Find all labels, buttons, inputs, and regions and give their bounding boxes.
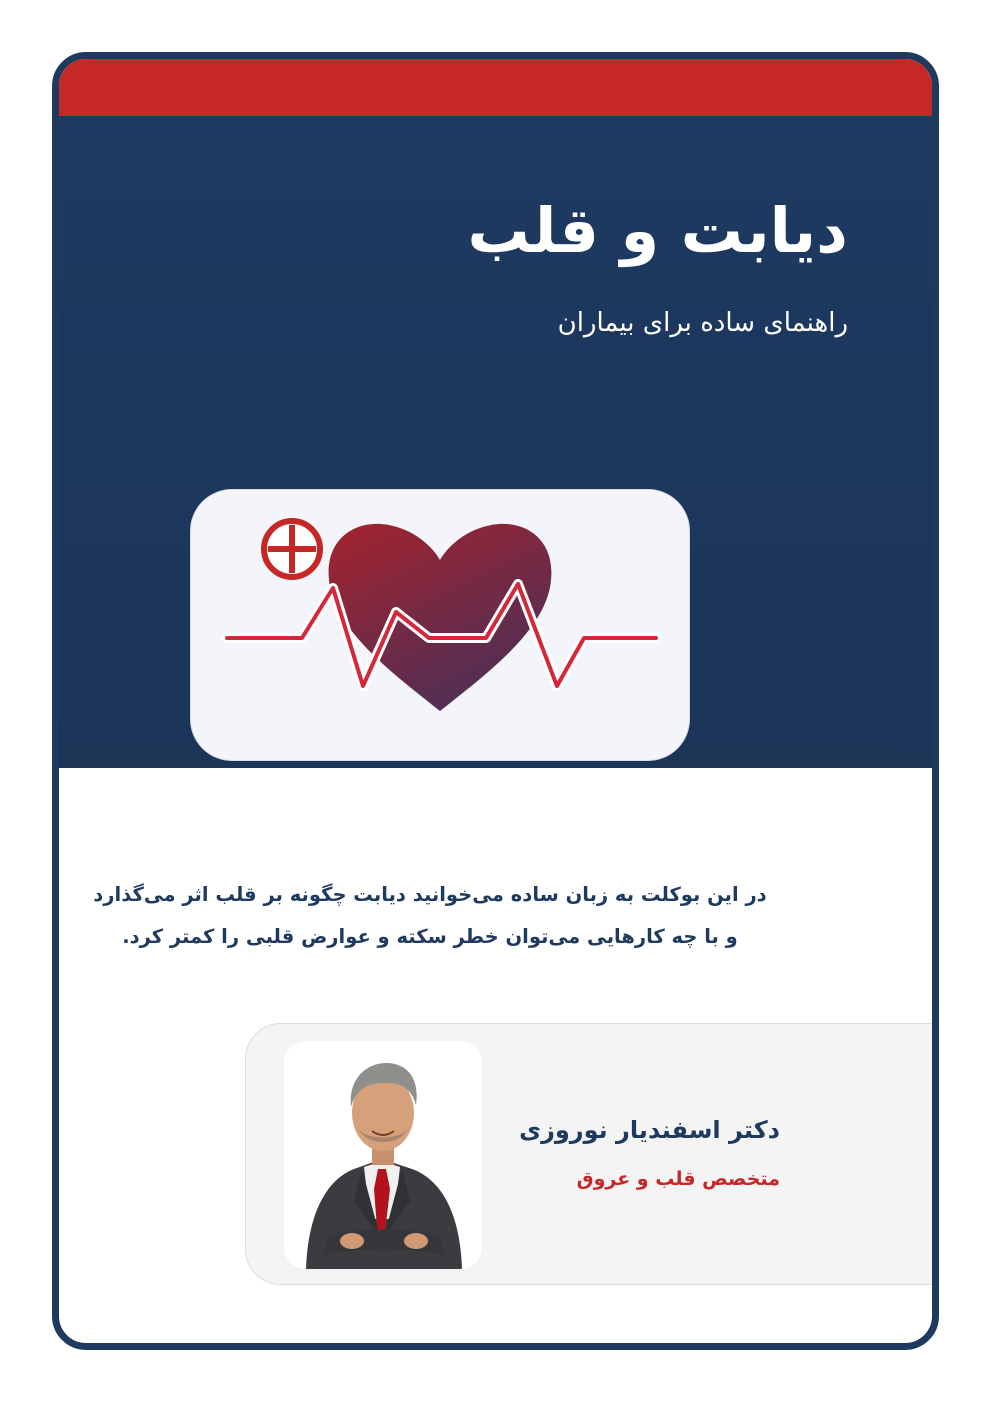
author-card <box>245 1023 939 1285</box>
cover-title: دیابت و قلب <box>467 194 848 267</box>
doctor-name: دکتر اسفندیار نوروزی <box>519 1116 780 1144</box>
doctor-photo <box>284 1041 482 1269</box>
doctor-portrait <box>284 1041 482 1269</box>
doctor-specialty: متخصص قلب و عروق <box>576 1168 780 1190</box>
booklet-cover <box>52 52 939 1350</box>
intro-paragraph <box>52 874 810 958</box>
medical-cross-icon <box>264 521 320 577</box>
heart-illustration-card <box>190 489 690 761</box>
intro-line-2: و با چه کارهایی می‌توان خطر سکته و عوارض قلبی را کمتر کرد. <box>122 925 738 948</box>
heart-ecg-illustration <box>191 490 689 760</box>
cover-subtitle: راهنمای ساده برای بیماران <box>557 308 848 338</box>
hero-section <box>59 116 932 768</box>
intro-line-1: در این بوکلت به زبان ساده می‌خوانید دیابت چگونه بر قلب اثر می‌گذارد <box>93 883 767 906</box>
red-top-band <box>59 59 932 116</box>
